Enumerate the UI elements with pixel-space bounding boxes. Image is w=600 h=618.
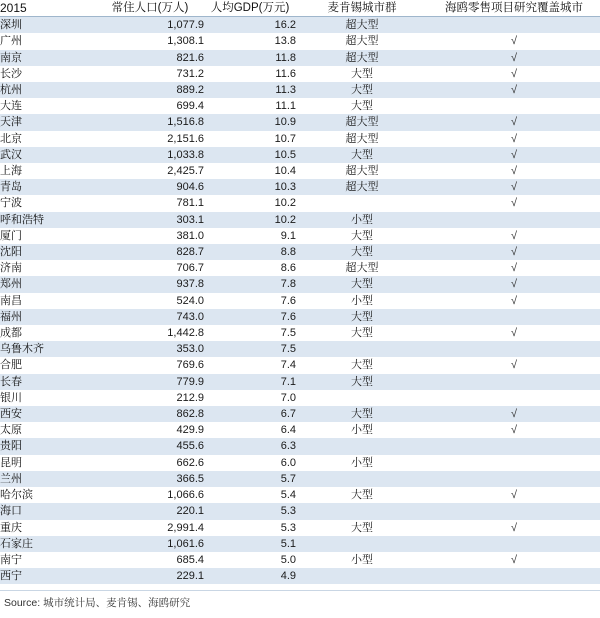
cell-city-group: 大型 — [296, 276, 428, 292]
cell-population: 229.1 — [96, 568, 204, 584]
cell-population: 779.9 — [96, 374, 204, 390]
cell-coverage — [428, 536, 600, 552]
cell-population: 685.4 — [96, 552, 204, 568]
cell-city-group: 大型 — [296, 374, 428, 390]
cell-coverage: √ — [428, 244, 600, 260]
cell-coverage: √ — [428, 260, 600, 276]
cell-coverage: √ — [428, 131, 600, 147]
cell-coverage — [428, 17, 600, 34]
cell-gdp: 6.4 — [204, 422, 296, 438]
cell-coverage — [428, 438, 600, 454]
cell-city: 沈阳 — [0, 244, 96, 260]
cell-coverage: √ — [428, 325, 600, 341]
cell-population: 1,066.6 — [96, 487, 204, 503]
cell-city-group: 小型 — [296, 552, 428, 568]
cell-gdp: 10.3 — [204, 179, 296, 195]
cell-coverage: √ — [428, 147, 600, 163]
cell-gdp: 11.3 — [204, 82, 296, 98]
cell-city-group: 超大型 — [296, 131, 428, 147]
table-row — [0, 357, 600, 373]
cell-population: 2,991.4 — [96, 520, 204, 536]
cell-population: 821.6 — [96, 50, 204, 66]
cell-coverage: √ — [428, 50, 600, 66]
cell-population: 862.8 — [96, 406, 204, 422]
cell-population: 1,033.8 — [96, 147, 204, 163]
cell-population: 731.2 — [96, 66, 204, 82]
cell-coverage — [428, 471, 600, 487]
cell-city-group: 超大型 — [296, 163, 428, 179]
cell-coverage — [428, 455, 600, 471]
cell-city-group — [296, 390, 428, 406]
cell-city: 南宁 — [0, 552, 96, 568]
column-header-city-group: 麦肯锡城市群 — [296, 0, 428, 17]
table-row — [0, 520, 600, 536]
cell-city-group: 超大型 — [296, 260, 428, 276]
table-row — [0, 406, 600, 422]
cell-city: 青岛 — [0, 179, 96, 195]
cell-city: 海口 — [0, 503, 96, 519]
cell-city: 杭州 — [0, 82, 96, 98]
cell-city: 贵阳 — [0, 438, 96, 454]
table-row — [0, 163, 600, 179]
table-row — [0, 17, 600, 34]
cell-city-group: 大型 — [296, 147, 428, 163]
cell-population: 662.6 — [96, 455, 204, 471]
cell-gdp: 10.9 — [204, 114, 296, 130]
column-header-coverage: 海鸥零售项目研究覆盖城市 — [428, 0, 600, 17]
cell-city: 长沙 — [0, 66, 96, 82]
table-row — [0, 438, 600, 454]
cell-city-group — [296, 471, 428, 487]
table-header — [0, 0, 600, 17]
cell-city-group: 小型 — [296, 422, 428, 438]
cell-population: 2,425.7 — [96, 163, 204, 179]
cell-city: 太原 — [0, 422, 96, 438]
table-row — [0, 98, 600, 114]
cell-coverage — [428, 503, 600, 519]
cell-city: 宁波 — [0, 195, 96, 211]
cell-city-group: 大型 — [296, 228, 428, 244]
table-row — [0, 536, 600, 552]
cell-population: 1,077.9 — [96, 17, 204, 34]
table-row — [0, 33, 600, 49]
cell-population: 1,061.6 — [96, 536, 204, 552]
cell-gdp: 5.7 — [204, 471, 296, 487]
cell-coverage — [428, 212, 600, 228]
cell-city: 合肥 — [0, 357, 96, 373]
cell-gdp: 16.2 — [204, 17, 296, 34]
cell-population: 937.8 — [96, 276, 204, 292]
cell-coverage: √ — [428, 179, 600, 195]
cell-gdp: 5.3 — [204, 520, 296, 536]
table-row — [0, 179, 600, 195]
cell-city-group: 大型 — [296, 520, 428, 536]
table-row — [0, 131, 600, 147]
cell-city-group — [296, 536, 428, 552]
table-row — [0, 50, 600, 66]
cell-city-group: 大型 — [296, 325, 428, 341]
cell-city: 南京 — [0, 50, 96, 66]
cell-coverage: √ — [428, 228, 600, 244]
cell-coverage: √ — [428, 66, 600, 82]
cell-city: 西宁 — [0, 568, 96, 584]
cell-city-group: 小型 — [296, 212, 428, 228]
cell-gdp: 4.9 — [204, 568, 296, 584]
cell-coverage — [428, 374, 600, 390]
cell-city-group: 超大型 — [296, 114, 428, 130]
cell-population: 366.5 — [96, 471, 204, 487]
cell-city-group: 超大型 — [296, 17, 428, 34]
cell-city: 西安 — [0, 406, 96, 422]
cell-coverage: √ — [428, 552, 600, 568]
cell-gdp: 8.8 — [204, 244, 296, 260]
table-row — [0, 228, 600, 244]
cell-city: 大连 — [0, 98, 96, 114]
cell-gdp: 6.3 — [204, 438, 296, 454]
cell-coverage: √ — [428, 163, 600, 179]
cell-gdp: 10.2 — [204, 212, 296, 228]
cell-city-group: 大型 — [296, 309, 428, 325]
cell-city-group: 超大型 — [296, 50, 428, 66]
cell-city: 兰州 — [0, 471, 96, 487]
cell-gdp: 6.0 — [204, 455, 296, 471]
cell-city: 北京 — [0, 131, 96, 147]
cell-city: 深圳 — [0, 17, 96, 34]
cell-city: 重庆 — [0, 520, 96, 536]
cell-coverage — [428, 98, 600, 114]
cell-coverage: √ — [428, 114, 600, 130]
cell-city: 南昌 — [0, 293, 96, 309]
table-row — [0, 66, 600, 82]
cell-population: 353.0 — [96, 341, 204, 357]
cell-city-group — [296, 341, 428, 357]
cell-population: 455.6 — [96, 438, 204, 454]
table-row — [0, 114, 600, 130]
cell-gdp: 11.6 — [204, 66, 296, 82]
table-row — [0, 422, 600, 438]
table-row — [0, 487, 600, 503]
cell-city-group: 大型 — [296, 82, 428, 98]
table-row — [0, 455, 600, 471]
column-header-year: 2015 — [0, 0, 96, 17]
cell-coverage: √ — [428, 33, 600, 49]
cell-population: 212.9 — [96, 390, 204, 406]
cell-gdp: 10.4 — [204, 163, 296, 179]
cell-city: 郑州 — [0, 276, 96, 292]
cell-population: 904.6 — [96, 179, 204, 195]
source-note: Source: 城市统计局、麦肯锡、海鸥研究 — [0, 590, 600, 610]
cell-city: 成都 — [0, 325, 96, 341]
cell-population: 1,308.1 — [96, 33, 204, 49]
cell-city: 福州 — [0, 309, 96, 325]
cell-population: 220.1 — [96, 503, 204, 519]
cell-gdp: 8.6 — [204, 260, 296, 276]
cell-coverage: √ — [428, 406, 600, 422]
cell-city-group: 小型 — [296, 455, 428, 471]
table-row — [0, 309, 600, 325]
cell-coverage — [428, 390, 600, 406]
cell-gdp: 6.7 — [204, 406, 296, 422]
cell-coverage: √ — [428, 357, 600, 373]
table-row — [0, 471, 600, 487]
cell-coverage — [428, 309, 600, 325]
cell-gdp: 5.3 — [204, 503, 296, 519]
cell-gdp: 13.8 — [204, 33, 296, 49]
cell-coverage: √ — [428, 422, 600, 438]
cell-city: 广州 — [0, 33, 96, 49]
cell-city-group — [296, 568, 428, 584]
cell-coverage: √ — [428, 520, 600, 536]
cell-coverage: √ — [428, 195, 600, 211]
cell-gdp: 11.8 — [204, 50, 296, 66]
table-row — [0, 212, 600, 228]
cell-city-group: 大型 — [296, 244, 428, 260]
cell-population: 699.4 — [96, 98, 204, 114]
table-row — [0, 147, 600, 163]
cell-gdp: 7.6 — [204, 293, 296, 309]
cell-city: 银川 — [0, 390, 96, 406]
cell-city: 长春 — [0, 374, 96, 390]
cell-population: 769.6 — [96, 357, 204, 373]
cell-population: 828.7 — [96, 244, 204, 260]
cell-gdp: 10.5 — [204, 147, 296, 163]
table-row — [0, 195, 600, 211]
cell-gdp: 7.6 — [204, 309, 296, 325]
cell-gdp: 5.4 — [204, 487, 296, 503]
cell-population: 2,151.6 — [96, 131, 204, 147]
cell-city-group: 大型 — [296, 357, 428, 373]
cell-gdp: 10.2 — [204, 195, 296, 211]
cell-population: 303.1 — [96, 212, 204, 228]
cell-coverage — [428, 341, 600, 357]
cell-city-group: 大型 — [296, 66, 428, 82]
cell-city-group: 超大型 — [296, 33, 428, 49]
cell-gdp: 9.1 — [204, 228, 296, 244]
cell-city-group — [296, 195, 428, 211]
cell-city-group: 超大型 — [296, 179, 428, 195]
table-row — [0, 244, 600, 260]
cell-city: 厦门 — [0, 228, 96, 244]
cell-gdp: 7.1 — [204, 374, 296, 390]
table-row — [0, 82, 600, 98]
cell-coverage: √ — [428, 487, 600, 503]
table-row — [0, 293, 600, 309]
cell-city: 石家庄 — [0, 536, 96, 552]
table-row — [0, 374, 600, 390]
cell-population: 1,516.8 — [96, 114, 204, 130]
cell-population: 381.0 — [96, 228, 204, 244]
cell-city-group — [296, 503, 428, 519]
cell-population: 743.0 — [96, 309, 204, 325]
cell-city: 呼和浩特 — [0, 212, 96, 228]
table-body — [0, 17, 600, 585]
table-row — [0, 341, 600, 357]
table-row — [0, 503, 600, 519]
cell-coverage: √ — [428, 276, 600, 292]
cell-city-group: 大型 — [296, 487, 428, 503]
cell-gdp: 7.5 — [204, 341, 296, 357]
cell-population: 429.9 — [96, 422, 204, 438]
cell-city-group: 大型 — [296, 98, 428, 114]
cell-city: 乌鲁木齐 — [0, 341, 96, 357]
cell-coverage: √ — [428, 82, 600, 98]
table-row — [0, 325, 600, 341]
cell-city: 天津 — [0, 114, 96, 130]
cell-city: 济南 — [0, 260, 96, 276]
column-header-population: 常住人口(万人) — [96, 0, 204, 17]
column-header-gdp: 人均GDP(万元) — [204, 0, 296, 17]
table-row — [0, 260, 600, 276]
cell-gdp: 7.5 — [204, 325, 296, 341]
table-row — [0, 552, 600, 568]
table-header-row — [0, 0, 600, 17]
cell-population: 706.7 — [96, 260, 204, 276]
cell-city-group: 大型 — [296, 406, 428, 422]
cell-city: 哈尔滨 — [0, 487, 96, 503]
cell-city: 武汉 — [0, 147, 96, 163]
table-row — [0, 276, 600, 292]
cell-gdp: 10.7 — [204, 131, 296, 147]
cell-gdp: 5.1 — [204, 536, 296, 552]
cell-population: 524.0 — [96, 293, 204, 309]
cell-gdp: 7.0 — [204, 390, 296, 406]
cell-gdp: 11.1 — [204, 98, 296, 114]
table-row — [0, 568, 600, 584]
cell-gdp: 7.4 — [204, 357, 296, 373]
cell-population: 781.1 — [96, 195, 204, 211]
cell-city: 昆明 — [0, 455, 96, 471]
cell-gdp: 7.8 — [204, 276, 296, 292]
cell-coverage — [428, 568, 600, 584]
cell-city-group: 小型 — [296, 293, 428, 309]
cell-population: 889.2 — [96, 82, 204, 98]
table-row — [0, 390, 600, 406]
cell-city-group — [296, 438, 428, 454]
cell-gdp: 5.0 — [204, 552, 296, 568]
cell-population: 1,442.8 — [96, 325, 204, 341]
cell-coverage: √ — [428, 293, 600, 309]
cell-city: 上海 — [0, 163, 96, 179]
